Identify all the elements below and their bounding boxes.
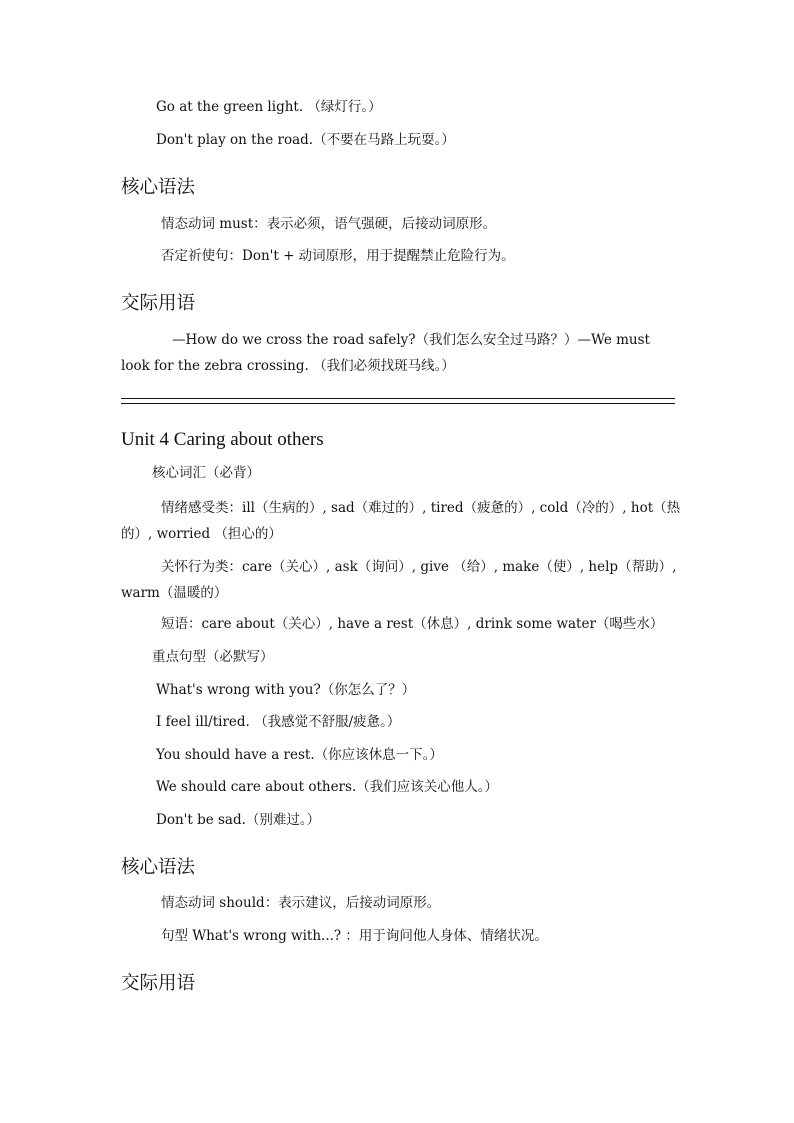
sentence-line: Go at the green light. （绿灯行。） (156, 99, 382, 115)
grammar-line: 句型 What's wrong with...? ：用于询问他人身体、情绪状况。 (161, 928, 548, 944)
grammar-heading: 核心语法 (121, 177, 196, 198)
grammar-heading: 核心语法 (121, 857, 196, 878)
sentence-line: We should care about others.（我们应该关心他人。） (156, 779, 498, 795)
vocab-care: 关怀行为类：care（关心）, ask（询问）, give （给）, make（使）, help（帮助）, warm（温暖的） (121, 559, 677, 601)
vocab-heading: 核心词汇（必背） (152, 465, 260, 481)
communication-paragraph: —How do we cross the road safely?（我们怎么安全过马路？）—We must look for the zebra crossing. （我们必须找斑马线。） (121, 332, 650, 374)
unit-title: Unit 4 Caring about others (121, 429, 324, 450)
grammar-line: 否定祈使句：Don't + 动词原形，用于提醒禁止危险行为。 (161, 248, 515, 264)
sentence-heading: 重点句型（必默写） (152, 649, 274, 665)
communication-heading: 交际用语 (121, 973, 196, 994)
sentence-line: You should have a rest.（你应该休息一下。） (156, 747, 443, 763)
sentence-line: Don't play on the road.（不要在马路上玩耍。） (156, 132, 455, 148)
sentence-line: What's wrong with you?（你怎么了？） (156, 682, 416, 698)
section-divider (121, 398, 675, 404)
communication-heading: 交际用语 (121, 293, 196, 314)
vocab-phrases: 短语：care about（关心）, have a rest（休息）, drink some water（喝些水） (161, 616, 664, 632)
grammar-line: 情态动词 must：表示必须，语气强硬，后接动词原形。 (161, 216, 497, 232)
sentence-line: Don't be sad.（别难过。） (156, 812, 321, 828)
sentence-line: I feel ill/tired. （我感觉不舒服/疲惫。） (156, 714, 401, 730)
grammar-line: 情态动词 should：表示建议，后接动词原形。 (161, 895, 441, 911)
vocab-emotions: 情绪感受类：ill（生病的）, sad（难过的）, tired（疲惫的）, cold（冷的）, hot（热的）, worried （担心的） (121, 500, 681, 542)
